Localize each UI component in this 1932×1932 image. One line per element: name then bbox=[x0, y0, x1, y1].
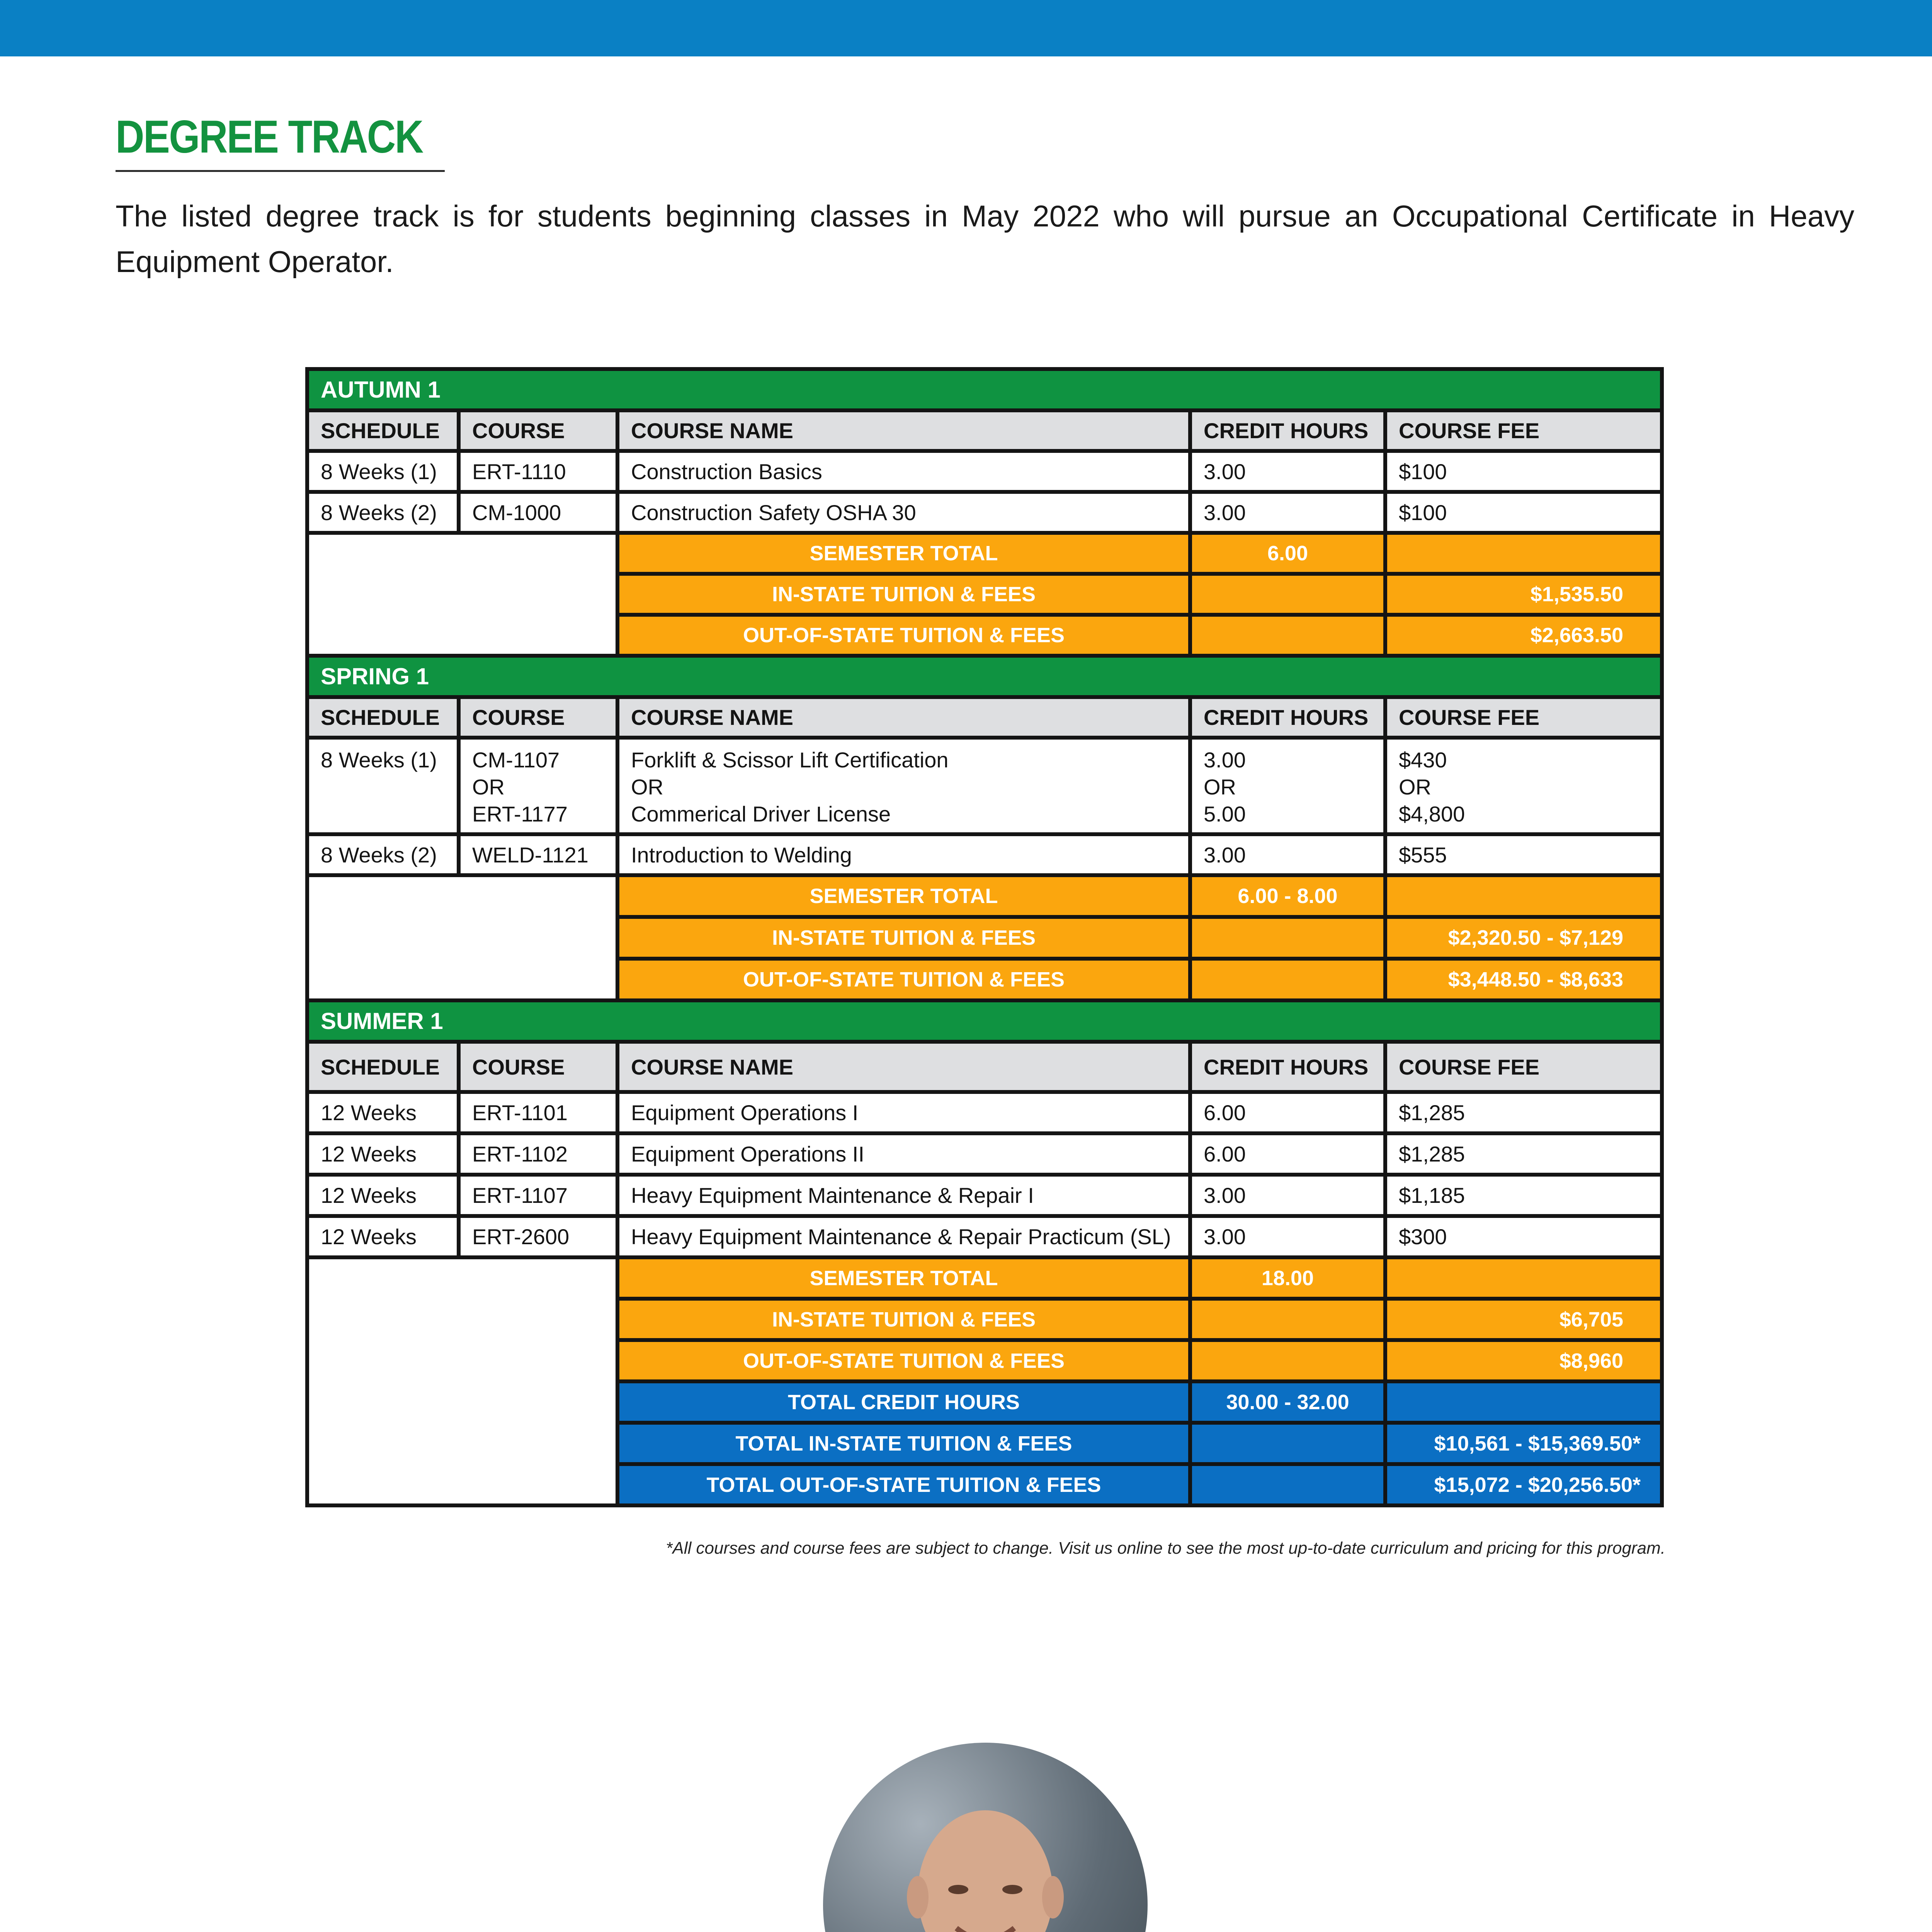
instate-value: $2,320.50 - $7,129 bbox=[1385, 917, 1662, 959]
or-label: OR bbox=[1204, 775, 1236, 799]
total-outstate-label: TOTAL OUT-OF-STATE TUITION & FEES bbox=[617, 1464, 1190, 1505]
table-header-row bbox=[307, 410, 1662, 451]
credit-hours-cell bbox=[1190, 738, 1385, 834]
column-header: CREDIT HOURS bbox=[1190, 1042, 1385, 1092]
blank-cell bbox=[307, 1257, 617, 1505]
schedule-cell: 12 Weeks bbox=[307, 1092, 459, 1133]
credit-hours-cell: 3.00 bbox=[1190, 451, 1385, 492]
table-row bbox=[307, 1092, 1662, 1133]
outstate-label: OUT-OF-STATE TUITION & FEES bbox=[617, 959, 1190, 1000]
column-header: COURSE NAME bbox=[617, 1042, 1190, 1092]
course-name-cell: Introduction to Welding bbox=[617, 834, 1190, 875]
empty-summary-cell bbox=[1385, 875, 1662, 917]
schedule-cell: 12 Weeks bbox=[307, 1216, 459, 1257]
course-name-cell: Equipment Operations II bbox=[617, 1133, 1190, 1175]
degree-track-table bbox=[305, 367, 1664, 1507]
person-portrait-icon bbox=[823, 1743, 1148, 1932]
intro-paragraph: The listed degree track is for students beginning classes in May 2022 who will pursue an Occupational Certificate in Heavy Equipment Operator. bbox=[116, 199, 1854, 279]
page-heading: DEGREE TRACK bbox=[116, 111, 423, 163]
semester-total-label: SEMESTER TOTAL bbox=[617, 1257, 1190, 1299]
table-row bbox=[307, 834, 1662, 875]
credit-option-a: 3.00 bbox=[1204, 748, 1246, 772]
course-cell: ERT-1102 bbox=[459, 1133, 617, 1175]
blank-cell bbox=[307, 875, 617, 1000]
empty-summary-cell bbox=[1385, 533, 1662, 574]
course-name-cell: Heavy Equipment Maintenance & Repair I bbox=[617, 1175, 1190, 1216]
course-fee-cell: $100 bbox=[1385, 492, 1662, 533]
section-row-autumn bbox=[307, 369, 1662, 410]
course-fee-cell: $1,185 bbox=[1385, 1175, 1662, 1216]
semester-total-row bbox=[307, 533, 1662, 574]
or-label: OR bbox=[1399, 775, 1431, 799]
column-header: SCHEDULE bbox=[307, 410, 459, 451]
schedule-cell: 8 Weeks (2) bbox=[307, 492, 459, 533]
total-outstate-value: $15,072 - $20,256.50* bbox=[1385, 1464, 1662, 1505]
course-fee-cell: $555 bbox=[1385, 834, 1662, 875]
course-name-cell: Equipment Operations I bbox=[617, 1092, 1190, 1133]
semester-total-label: SEMESTER TOTAL bbox=[617, 533, 1190, 574]
table-row bbox=[307, 492, 1662, 533]
column-header: CREDIT HOURS bbox=[1190, 410, 1385, 451]
outstate-value: $3,448.50 - $8,633 bbox=[1385, 959, 1662, 1000]
course-fee-cell: $100 bbox=[1385, 451, 1662, 492]
total-credit-label: TOTAL CREDIT HOURS bbox=[617, 1381, 1190, 1423]
semester-total-label: SEMESTER TOTAL bbox=[617, 875, 1190, 917]
total-instate-value: $10,561 - $15,369.50* bbox=[1385, 1423, 1662, 1464]
column-header: COURSE NAME bbox=[617, 697, 1190, 738]
semester-total-value: 18.00 bbox=[1190, 1257, 1385, 1299]
outstate-label: OUT-OF-STATE TUITION & FEES bbox=[617, 1340, 1190, 1381]
instate-label: IN-STATE TUITION & FEES bbox=[617, 1299, 1190, 1340]
course-fee-cell: $300 bbox=[1385, 1216, 1662, 1257]
column-header: COURSE NAME bbox=[617, 410, 1190, 451]
section-title-autumn: AUTUMN 1 bbox=[307, 369, 1662, 410]
footnote: *All courses and course fees are subject to change. Visit us online to see the most up-to-date curriculum and pricing for this program. bbox=[666, 1539, 1665, 1558]
table-row bbox=[307, 1216, 1662, 1257]
schedule-cell: 8 Weeks (1) bbox=[307, 451, 459, 492]
column-header: COURSE FEE bbox=[1385, 697, 1662, 738]
top-color-band bbox=[0, 0, 1932, 56]
empty-summary-cell bbox=[1190, 574, 1385, 615]
empty-summary-cell bbox=[1190, 1299, 1385, 1340]
instate-value: $6,705 bbox=[1385, 1299, 1662, 1340]
total-credit-value: 30.00 - 32.00 bbox=[1190, 1381, 1385, 1423]
credit-hours-cell: 3.00 bbox=[1190, 492, 1385, 533]
fee-option-a: $430 bbox=[1399, 748, 1447, 772]
blank-cell bbox=[307, 533, 617, 656]
empty-total-cell bbox=[1190, 1423, 1385, 1464]
outstate-label: OUT-OF-STATE TUITION & FEES bbox=[617, 615, 1190, 656]
course-option-a: CM-1107 bbox=[472, 748, 560, 772]
empty-total-cell bbox=[1385, 1381, 1662, 1423]
table-row bbox=[307, 738, 1662, 834]
course-option-b: ERT-1177 bbox=[472, 802, 568, 826]
outstate-value: $8,960 bbox=[1385, 1340, 1662, 1381]
outstate-value: $2,663.50 bbox=[1385, 615, 1662, 656]
or-label: OR bbox=[631, 775, 663, 799]
course-name-cell bbox=[617, 738, 1190, 834]
column-header: SCHEDULE bbox=[307, 1042, 459, 1092]
course-name-cell: Construction Safety OSHA 30 bbox=[617, 492, 1190, 533]
credit-option-b: 5.00 bbox=[1204, 802, 1246, 826]
instate-label: IN-STATE TUITION & FEES bbox=[617, 574, 1190, 615]
empty-summary-cell bbox=[1190, 1340, 1385, 1381]
course-name-cell: Construction Basics bbox=[617, 451, 1190, 492]
empty-summary-cell bbox=[1190, 959, 1385, 1000]
column-header: COURSE bbox=[459, 410, 617, 451]
course-cell: CM-1000 bbox=[459, 492, 617, 533]
course-name-cell: Heavy Equipment Maintenance & Repair Practicum (SL) bbox=[617, 1216, 1190, 1257]
course-cell: WELD-1121 bbox=[459, 834, 617, 875]
schedule-cell: 8 Weeks (2) bbox=[307, 834, 459, 875]
course-fee-cell bbox=[1385, 738, 1662, 834]
instate-value: $1,535.50 bbox=[1385, 574, 1662, 615]
credit-hours-cell: 6.00 bbox=[1190, 1133, 1385, 1175]
credit-hours-cell: 3.00 bbox=[1190, 834, 1385, 875]
section-title-spring: SPRING 1 bbox=[307, 656, 1662, 697]
semester-total-row bbox=[307, 1257, 1662, 1299]
course-fee-cell: $1,285 bbox=[1385, 1092, 1662, 1133]
table-header-row bbox=[307, 1042, 1662, 1092]
or-label: OR bbox=[472, 775, 505, 799]
course-fee-cell: $1,285 bbox=[1385, 1133, 1662, 1175]
total-instate-label: TOTAL IN-STATE TUITION & FEES bbox=[617, 1423, 1190, 1464]
empty-total-cell bbox=[1190, 1464, 1385, 1505]
credit-hours-cell: 3.00 bbox=[1190, 1175, 1385, 1216]
semester-total-value: 6.00 - 8.00 bbox=[1190, 875, 1385, 917]
column-header: SCHEDULE bbox=[307, 697, 459, 738]
empty-summary-cell bbox=[1385, 1257, 1662, 1299]
course-cell bbox=[459, 738, 617, 834]
course-cell: ERT-1107 bbox=[459, 1175, 617, 1216]
schedule-cell: 12 Weeks bbox=[307, 1175, 459, 1216]
column-header: COURSE FEE bbox=[1385, 410, 1662, 451]
course-cell: ERT-1110 bbox=[459, 451, 617, 492]
table-header-row bbox=[307, 697, 1662, 738]
column-header: COURSE bbox=[459, 697, 617, 738]
semester-total-row bbox=[307, 875, 1662, 917]
credit-hours-cell: 3.00 bbox=[1190, 1216, 1385, 1257]
course-name-option-a: Forklift & Scissor Lift Certification bbox=[631, 748, 949, 772]
table-row bbox=[307, 451, 1662, 492]
schedule-cell: 8 Weeks (1) bbox=[307, 738, 459, 834]
contact-photo bbox=[823, 1743, 1148, 1932]
fee-option-b: $4,800 bbox=[1399, 802, 1465, 826]
semester-total-value: 6.00 bbox=[1190, 533, 1385, 574]
section-title-summer: SUMMER 1 bbox=[307, 1000, 1662, 1042]
course-cell: ERT-1101 bbox=[459, 1092, 617, 1133]
course-name-option-b: Commerical Driver License bbox=[631, 802, 891, 826]
column-header: COURSE FEE bbox=[1385, 1042, 1662, 1092]
course-cell: ERT-2600 bbox=[459, 1216, 617, 1257]
column-header: COURSE bbox=[459, 1042, 617, 1092]
empty-summary-cell bbox=[1190, 615, 1385, 656]
schedule-cell: 12 Weeks bbox=[307, 1133, 459, 1175]
section-row-spring bbox=[307, 656, 1662, 697]
table-row bbox=[307, 1133, 1662, 1175]
heading-underline bbox=[116, 170, 445, 172]
section-row-summer bbox=[307, 1000, 1662, 1042]
instate-label: IN-STATE TUITION & FEES bbox=[617, 917, 1190, 959]
column-header: CREDIT HOURS bbox=[1190, 697, 1385, 738]
empty-summary-cell bbox=[1190, 917, 1385, 959]
credit-hours-cell: 6.00 bbox=[1190, 1092, 1385, 1133]
table-row bbox=[307, 1175, 1662, 1216]
